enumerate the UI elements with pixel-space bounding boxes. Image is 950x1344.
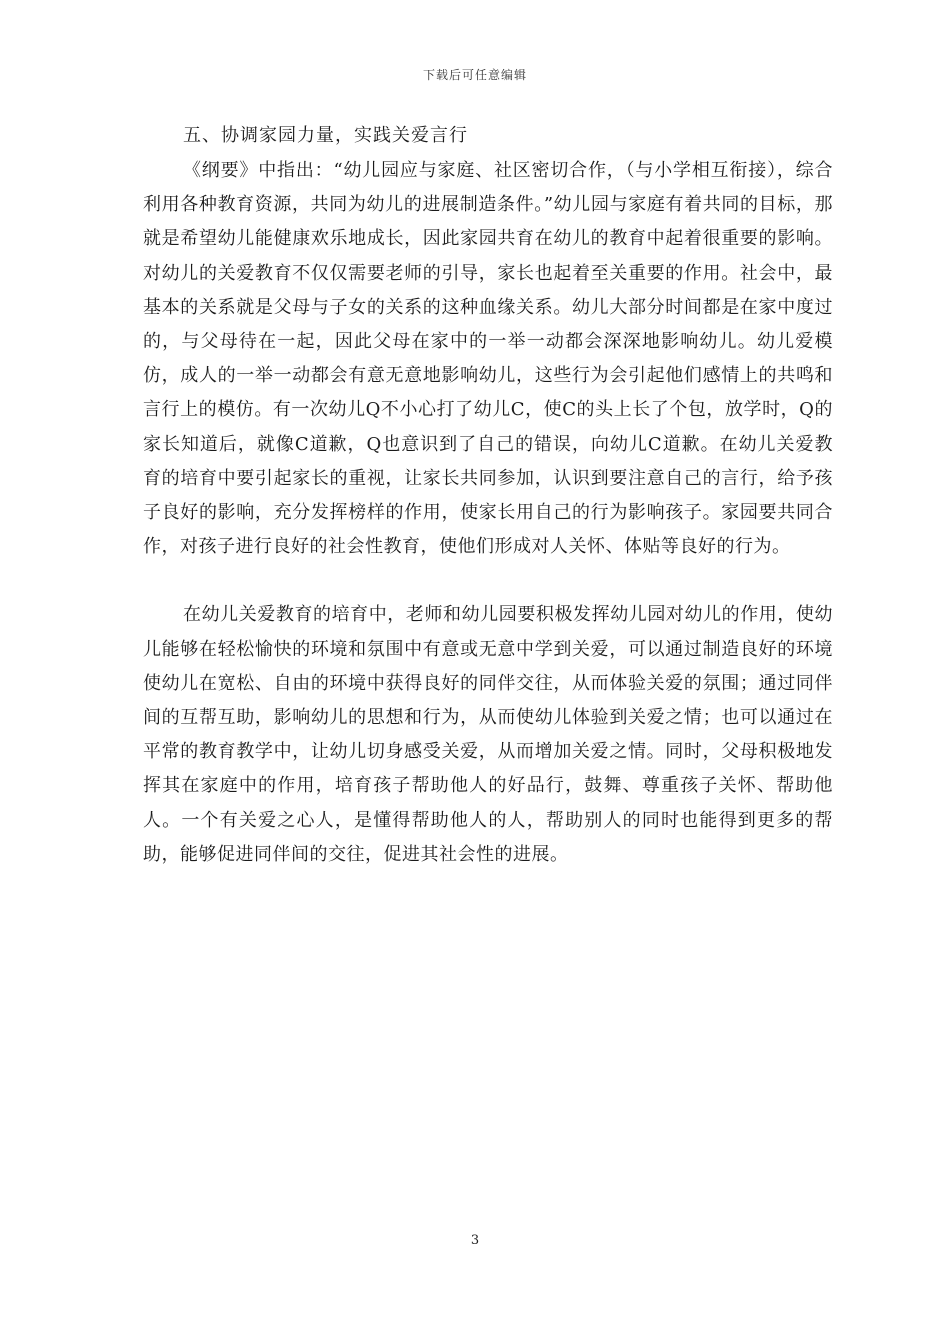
page-number: 3 [470,1233,480,1248]
page-header: 下载后可任意编辑 [422,68,527,82]
document-body [143,118,833,872]
paragraph-1: 《纲要》中指出：“幼儿园应与家庭、社区密切合作，（与小学相互衔接），综合利用各种教育资源，共同为幼儿的进展制造条件。”幼儿园与家庭有着共同的目标，那就是希望幼儿能健康欢乐地成长，因此家园共育在幼儿的教育中起着很重要的影响。对幼儿的关爱教育不仅仅需要老师的引导，家长也起着至关重要的作用。社会中，最基本的关系就是父母与子女的关系的这种血缘关系。幼儿大部分时间都是在家中度过的，与父母待在一起，因此父母在家中的一举一动都会深深地影响幼儿。幼儿爱模仿，成人的一举一动都会有意无意地影响幼儿，这些行为会引起他们感情上的共鸣和言行上的模仿。有一次幼儿Q不小心打了幼儿C，使C的头上长了个包，放学时，Q的家长知道后，就像C道歉，Q也意识到了自己的错误，向幼儿C道歉。在幼儿关爱教育的培育中要引起家长的重视，让家长共同参加，认识到要注意自己的言行，给予孩子良好的影响，充分发挥榜样的作用，使家长用自己的行为影响孩子。家园要共同合作，对孩子进行良好的社会性教育，使他们形成对人关怀、体贴等良好的行为。 [143,160,833,558]
paragraph-2: 在幼儿关爱教育的培育中，老师和幼儿园要积极发挥幼儿园对幼儿的作用，使幼儿能够在轻松愉快的环境和氛围中有意或无意中学到关爱，可以通过制造良好的环境使幼儿在宽松、自由的环境中获得良好的同伴交往，从而体验关爱的氛围；通过同伴间的互帮互助，影响幼儿的思想和行为，从而使幼儿体验到关爱之情；也可以通过在平常的教育教学中，让幼儿切身感受关爱，从而增加关爱之情。同时，父母积极地发挥其在家庭中的作用，培育孩子帮助他人的好品行，鼓舞、尊重孩子关怀、帮助他人。一个有关爱之心人，是懂得帮助他人的人，帮助别人的同时也能得到更多的帮助，能够促进同伴间的交往，促进其社会性的进展。 [143,604,833,865]
section-heading: 五、协调家园力量，实践关爱言行 [183,125,468,146]
